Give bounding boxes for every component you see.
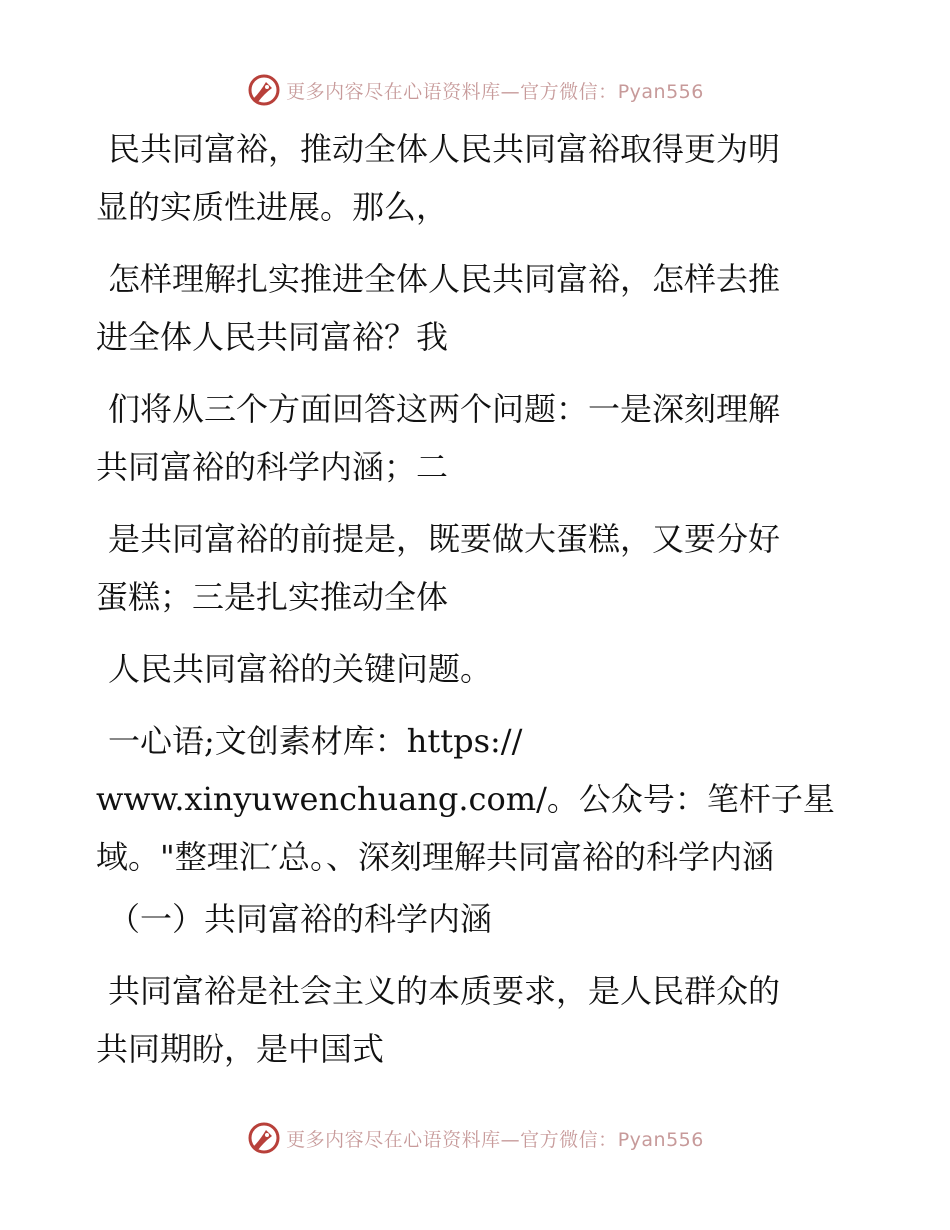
paragraph-8 bbox=[96, 962, 856, 1078]
paragraph-line: 们将从三个方面回答这两个问题：一是深刻理解 bbox=[108, 390, 781, 428]
paragraph-1 bbox=[96, 120, 856, 236]
footer-brand: 更多内容尽在心语资料库 bbox=[286, 1128, 501, 1151]
paragraph-line: 一心语;文创素材库：https:// bbox=[108, 722, 523, 760]
footer-banner-text bbox=[286, 1125, 704, 1152]
header-wechat-id: Pyan556 bbox=[617, 80, 704, 103]
footer-wechat-id: Pyan556 bbox=[617, 1128, 704, 1151]
paragraph-line: 共同富裕是社会主义的本质要求，是人民群众的 bbox=[108, 972, 781, 1010]
header-banner bbox=[0, 70, 950, 110]
paragraph-line: www.xinyuwenchuang.com/。公众号：笔杆子星 bbox=[96, 780, 835, 818]
paragraph-3 bbox=[96, 380, 856, 496]
pen-nib-logo-icon bbox=[246, 1120, 282, 1156]
paragraph-line: 民共同富裕，推动全体人民共同富裕取得更为明 bbox=[108, 130, 781, 168]
paragraph-line: 是共同富裕的前提是，既要做大蛋糕，又要分好 bbox=[108, 520, 781, 558]
paragraph-line: 进全体人民共同富裕？我 bbox=[96, 318, 449, 356]
paragraph-2 bbox=[96, 250, 856, 366]
paragraph-line: 共同期盼，是中国式 bbox=[96, 1030, 385, 1068]
paragraph-line: 蛋糕；三是扎实推动全体 bbox=[96, 578, 449, 616]
paragraph-line: 显的实质性进展。那么， bbox=[96, 188, 449, 226]
footer-banner bbox=[0, 1118, 950, 1158]
document-body bbox=[96, 120, 856, 1092]
paragraph-line: 怎样理解扎实推进全体人民共同富裕，怎样去推 bbox=[108, 260, 781, 298]
section-heading bbox=[96, 890, 856, 948]
header-brand: 更多内容尽在心语资料库 bbox=[286, 80, 501, 103]
header-wechat-label: 官方微信： bbox=[520, 80, 618, 103]
paragraph-line: （一）共同富裕的科学内涵 bbox=[108, 900, 493, 938]
paragraph-line: 人民共同富裕的关键问题。 bbox=[108, 650, 493, 688]
paragraph-line: 共同富裕的科学内涵；二 bbox=[96, 448, 449, 486]
pen-nib-logo-icon bbox=[246, 72, 282, 108]
footer-dash: — bbox=[500, 1128, 521, 1151]
header-banner-text bbox=[286, 77, 704, 104]
header-dash: — bbox=[500, 80, 521, 103]
paragraph-line: 域。"整理汇′总。、深刻理解共同富裕的科学内涵 bbox=[96, 838, 774, 876]
paragraph-4 bbox=[96, 510, 856, 626]
paragraph-5 bbox=[96, 640, 856, 698]
footer-wechat-label: 官方微信： bbox=[520, 1128, 618, 1151]
paragraph-6 bbox=[96, 712, 856, 886]
